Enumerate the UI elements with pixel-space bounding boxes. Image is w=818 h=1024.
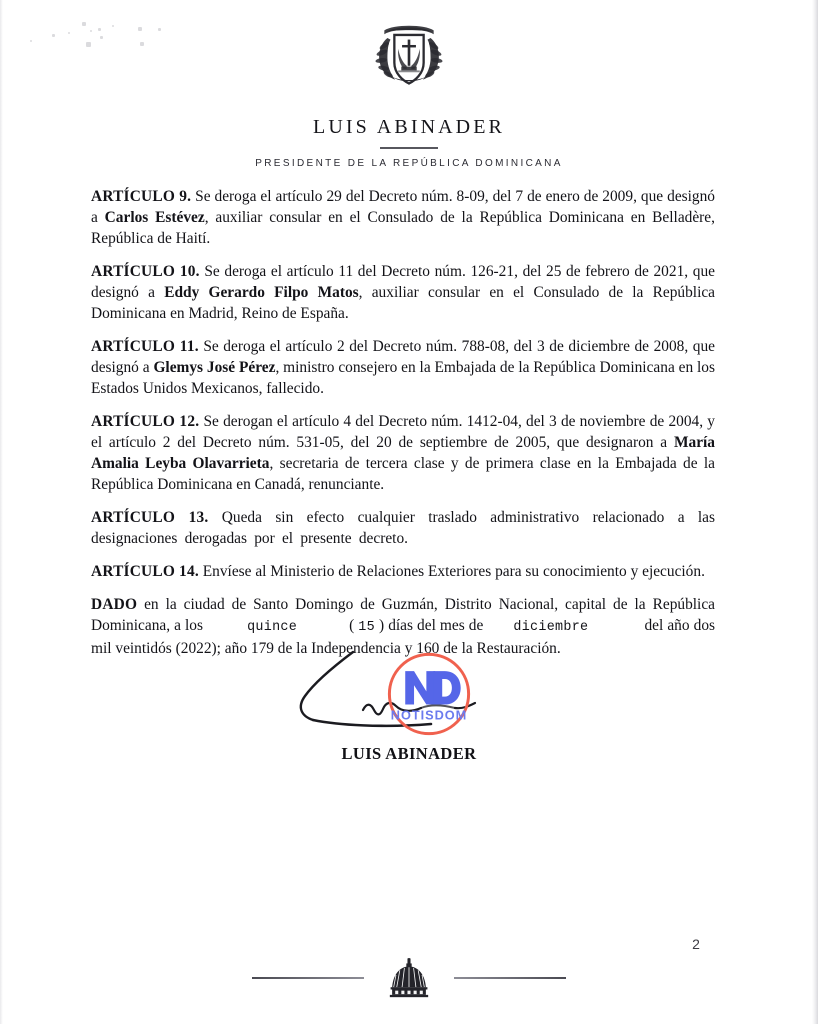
article-lead: ARTÍCULO 14. [91,563,199,580]
dado-day-number-value: 15 [358,620,375,635]
president-name: LUIS ABINADER [313,116,505,138]
article-paragraph [91,186,715,249]
document-body [91,186,715,659]
article-text-before: Se derogan el artículo 4 del Decreto núm. 1412-04, del 3 de noviembre de 2004, y el artículo 2 del Decreto núm. 531-05, del 20 de septiembre de 2005, que designaron a [91,413,715,451]
article-paragraph [91,507,715,549]
article-text-before: Se deroga el artículo 11 del Decreto núm. 126-21, del 25 de febrero de 2021, que designó a [91,263,715,301]
dado-text-part2: ( [349,617,359,634]
footer-ornament [0,955,818,1001]
document-header [0,18,818,169]
dominican-republic-coat-of-arms-icon [370,18,448,92]
article-person-name: Eddy Gerardo Filpo Matos [164,284,359,301]
signature-block [0,648,818,764]
article-text-after: , ministro consejero en la Embajada de la República Dominicana en los Estados Unidos Mexicanos, fallecido. [91,359,715,397]
article-text-after: , auxiliar consular en el Consulado de la República Dominicana en Belladère, República de Haití. [91,209,715,247]
dado-day-word-value: quince [247,620,298,635]
dado-month-value: diciembre [513,620,589,635]
page-number: 2 [692,936,700,952]
dado-text-part1: en la ciudad de Santo Domingo de Guzmán, Distrito Nacional, capital de la República Dominicana, a los [91,596,715,634]
article-text-before: Se deroga el artículo 29 del Decreto núm. 8-09, del 7 de enero de 2009, que designó a [91,188,716,226]
capitol-dome-ornament-icon [386,955,432,1001]
footer-rule-left [252,977,364,979]
article-lead: ARTÍCULO 10. [91,263,200,280]
article-person-name: María Amalia Leyba Olavarrieta [91,434,715,472]
dado-text-part3: ) días del mes de [374,617,488,634]
footer-rule-right [454,977,566,979]
article-lead: ARTÍCULO 12. [91,413,200,430]
article-paragraph [91,411,715,495]
article-text-before: Se deroga el artículo 2 del Decreto núm. 788-08, del 3 de diciembre de 2008, que designó a [91,338,715,376]
signer-name: LUIS ABINADER [341,744,477,763]
watermark-brand-text: NOTISDOM [390,707,468,723]
article-person-name: Glemys José Pérez [153,359,276,376]
signature-area [279,648,539,744]
article-text-after: , auxiliar consular en el Consulado de la República Dominicana en Madrid, Reino de España. [91,284,716,322]
article-text-before: Envíese al Ministerio de Relaciones Exteriores para su conocimiento y ejecución. [198,563,705,580]
dado-text-part4: del año dos mil veintidós (2022); año 179 de la Independencia y 160 de la Restauración. [91,617,716,657]
article-person-name: Carlos Estévez [104,209,205,226]
dado-lead: DADO [91,596,138,613]
article-text-before: Queda sin efecto cualquier traslado administrativo relacionado a las designaciones derogadas por el presente decreto. [91,509,716,547]
article-paragraph [91,261,715,324]
header-divider-rule [380,147,438,149]
article-lead: ARTÍCULO 13. [91,509,209,526]
article-paragraph [91,561,715,582]
watermark-monogram [405,671,460,704]
article-text-after: , secretaria de tercera clase y de primera clase en la Embajada de la República Dominicana en Canadá, renunciante. [91,455,715,493]
president-title: PRESIDENTE DE LA REPÚBLICA DOMINICANA [255,158,563,169]
article-lead: ARTÍCULO 11. [91,338,199,355]
article-paragraph [91,336,715,399]
article-lead: ARTÍCULO 9. [91,188,192,205]
notisdom-watermark [385,650,473,738]
